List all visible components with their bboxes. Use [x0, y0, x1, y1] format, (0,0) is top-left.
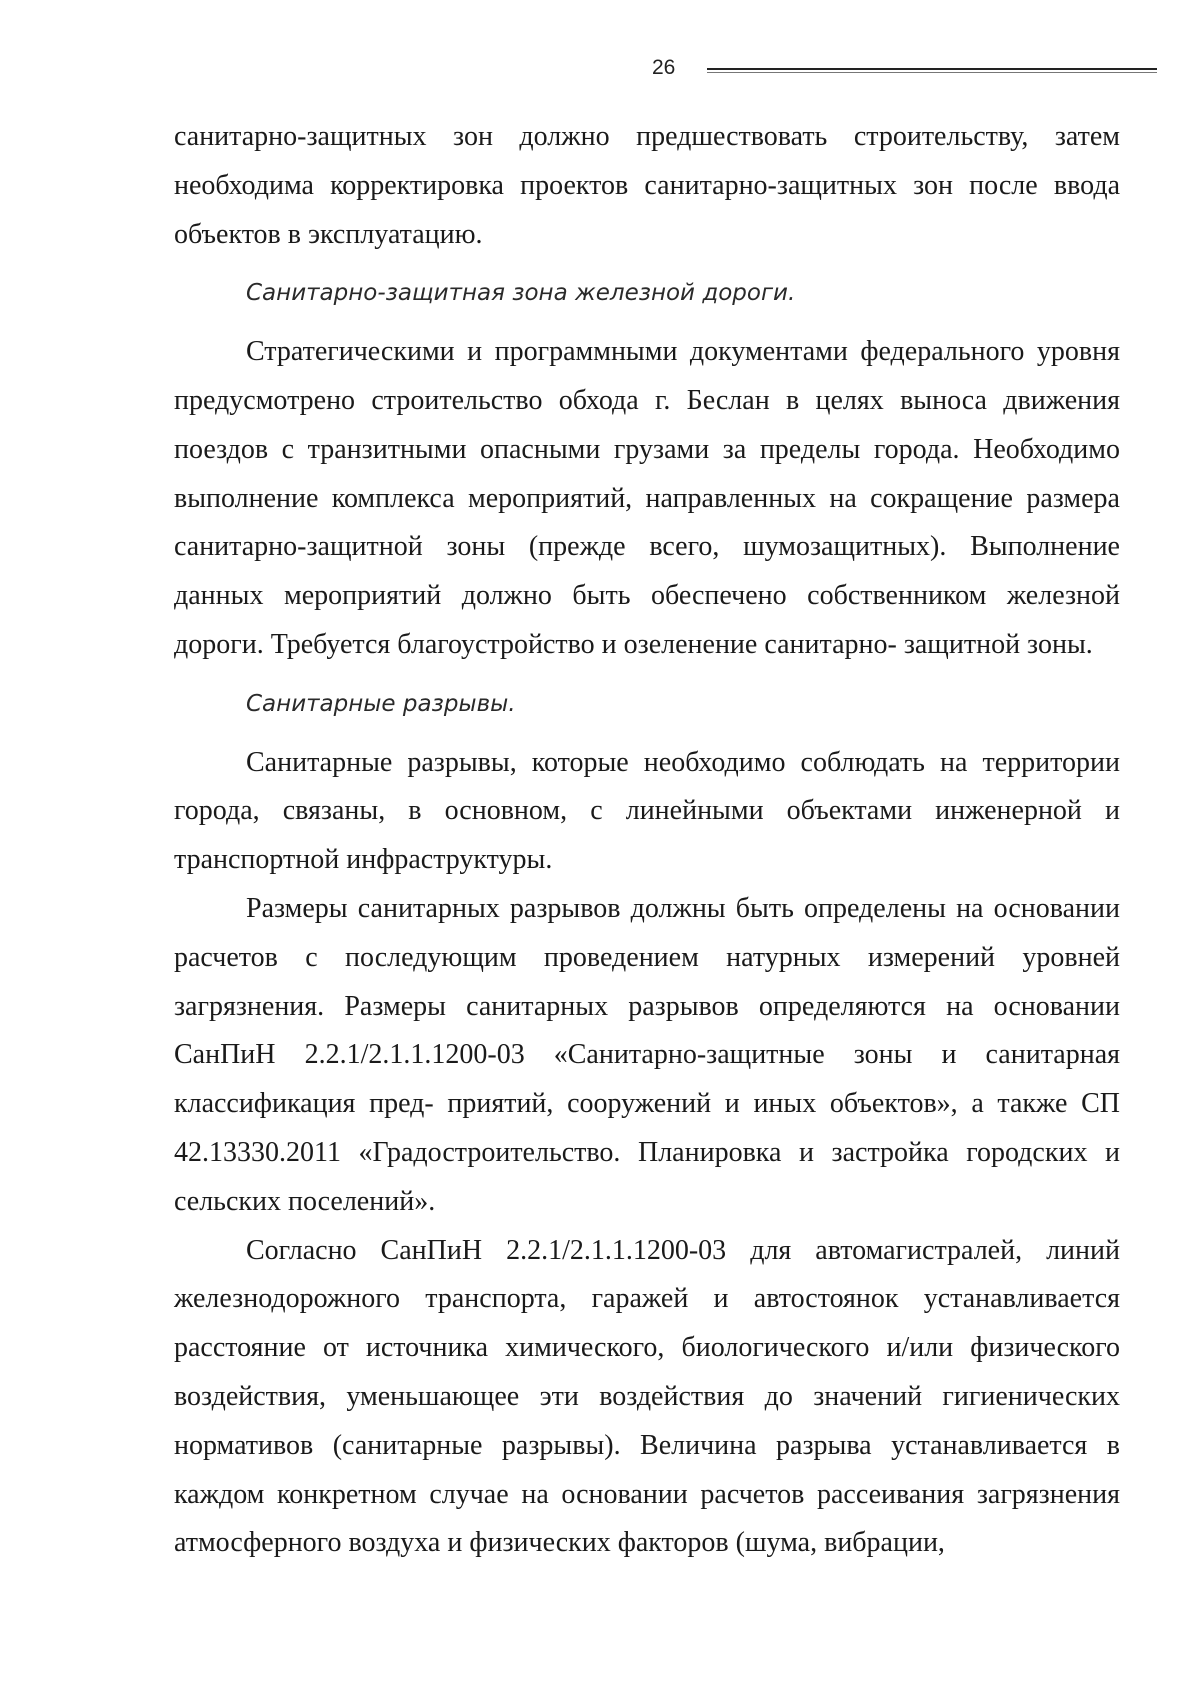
subheading-railway-zone: Санитарно-защитная зона железной дороги. — [246, 280, 796, 307]
page-number: 26 — [652, 56, 676, 79]
subheading-sanitary-gaps: Санитарные разрывы. — [246, 690, 516, 717]
page-body — [174, 113, 1120, 1568]
paragraph-gaps-size: Размеры санитарных разрывов должны быть определены на основании расчетов с последующим проведением натурных измерений уровней загрязнения. Размеры санитарных разрывов определяются на основании СанПиН 2.2.1/2.1.1.1200-03 «Санитарно-защитные зоны и санитарная классификация пред- приятий, сооружений и иных объектов», а также СП 42.13330.2011 «Градостроительство. Планировка и застройка городских и сельских поселений». — [174, 892, 1120, 1217]
paragraph-gaps-intro: Санитарные разрывы, которые необходимо соблюдать на территории города, связаны, в основном, с линейными объектами инженерной и транспортной инфраструктуры. — [174, 746, 1120, 876]
paragraph-continuation: санитарно-защитных зон должно предшествовать строительству, затем необходима корректировка проектов санитарно-защитных зон после ввода объектов в эксплуатацию. — [174, 121, 1120, 250]
page-header — [0, 56, 1200, 86]
paragraph-sanpin: Согласно СанПиН 2.2.1/2.1.1.1200-03 для автомагистралей, линий железнодорожного транспорта, гаражей и автостоянок устанавливается расстояние от источника химического, биологического и/или физического воздействия, уменьшающее эти воздействия до значений гигиенических нормативов (санитарные разрывы). Величина разрыва устанавливается в каждом конкретном случае на основании расчетов рассеивания загрязнения атмосферного воздуха и физических факторов (шума, вибрации, — [174, 1234, 1120, 1559]
header-rule-thin — [707, 72, 1157, 73]
paragraph-railway: Стратегическими и программными документами федерального уровня предусмотрено строительство обхода г. Беслан в целях выноса движения поездов с транзитными опасными грузами за пределы города. Необходимо выполнение комплекса мероприятий, направленных на сокращение размера санитарно-защитной зоны (прежде всего, шумозащитных). Выполнение данных мероприятий должно быть обеспечено собственником железной дороги. Требуется благоустройство и озеленение санитарно- защитной зоны. — [174, 336, 1120, 660]
header-rule — [707, 68, 1157, 70]
